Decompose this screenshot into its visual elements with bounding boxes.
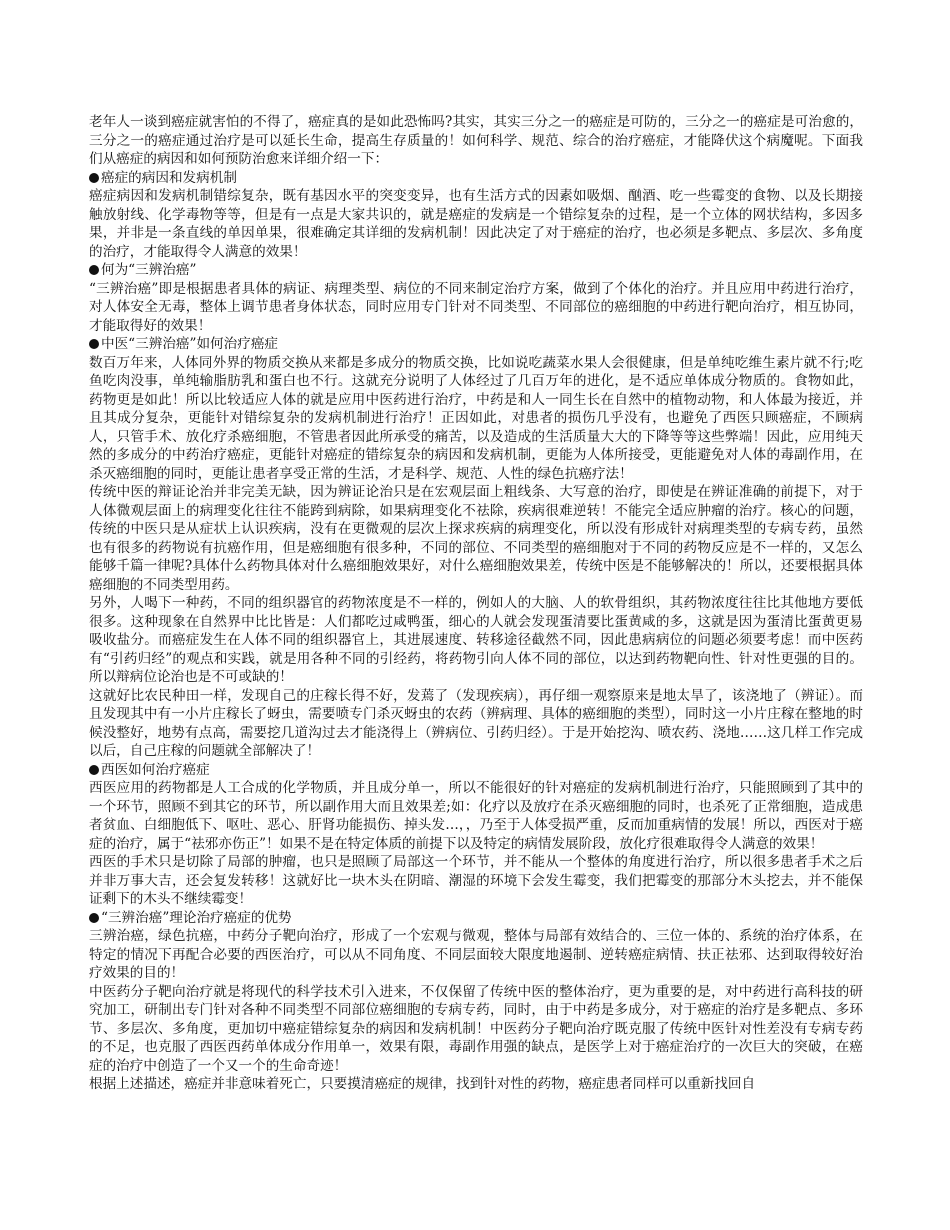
bullet-icon xyxy=(89,339,99,349)
body-paragraph: 根据上述描述，癌症并非意味着死亡，只要摸清癌症的规律，找到针对性的药物，癌症患者同样可以重新找回自 xyxy=(89,1076,756,1092)
section-heading-western-treatment: 西医如何治疗癌症 xyxy=(89,761,863,780)
body-paragraph: 另外，人喝下一种药，不同的组织器官的药物浓度是不一样的，例如人的大脑、人的软骨组织，其药物浓度往往比其他地方要低很多。这种现象在自然界中比比皆是：人们都吃过咸鸭蛋，细心的人就会发现蛋清要比蛋黄咸的多，这就是因为蛋清比蛋黄更易吸收盐分。而癌症发生在人体不同的组织器官上，其进展速度、转移途径截然不同，因此患病病位的问题必须要考虑！而中医药有“引药归经”的观点和实践，就是用各种不同的引经药，将药物引向人体不同的部位，以达到药物靶向性、针对性更强的目的。所以辩病位论治也是不可或缺的！ xyxy=(89,595,863,685)
body-paragraph: 癌症病因和发病机制错综复杂，既有基因水平的突变变异，也有生活方式的因素如吸烟、酗酒、吃一些霉变的食物、以及长期接触放射线、化学毒物等等，但是有一点是大家共识的，就是癌症的发病是一个错综复杂的过程，是一个立体的网状结构，多因多果，并非是一条直线的单因单果，很难确定其详细的发病机制！因此决定了对于癌症的治疗，也必须是多靶点、多层次、多角度的治疗，才能取得令人满意的效果！ xyxy=(89,188,863,260)
bullet-icon xyxy=(89,265,99,275)
bullet-icon xyxy=(89,913,99,923)
body-paragraph: 数百万年来，人体同外界的物质交换从来都是多成分的物质交换，比如说吃蔬菜水果人会很健康，但是单纯吃维生素片就不行;吃鱼吃肉没事，单纯输脂肪乳和蛋白也不行。这就充分说明了人体经过了几百万年的进化，是不适应单体成分物质的。食物如此，药物更是如此！所以比较适应人体的就是应用中医药进行治疗，中药是和人一同生长在自然中的植物动物，和人体最为接近，并且其成分复杂，更能针对错综复杂的发病机制进行治疗！正因如此，对患者的损伤几乎没有，也避免了西医只顾癌症，不顾病人，只管手术、放化疗杀癌细胞，不管患者因此所承受的痛苦，以及造成的生活质量大大的下降等等这些弊端！因此，应用纯天然的多成分的中药治疗癌症，更能针对癌症的错综复杂的病因和发病机制，更能为人体所接受，更能避免对人体的毒副作用，在杀灭癌细胞的同时，更能让患者享受正常的生活，才是科学、规范、人性的绿色抗癌疗法！ xyxy=(89,354,863,482)
section-heading-what-is: 何为“三辨治癌” xyxy=(89,261,863,280)
section-heading-causes: 癌症的病因和发病机制 xyxy=(89,169,863,188)
body-paragraph: 西医的手术只是切除了局部的肿瘤，也只是照顾了局部这一个环节，并不能从一个整体的角度进行治疗，所以很多患者手术之后并非万事大吉，还会复发转移！这就好比一块木头在阴暗、潮湿的环境下会发生霉变，我们把霉变的那部分木头挖去，并不能保证剩下的木头不继续霉变！ xyxy=(89,854,863,907)
intro-paragraph: 老年人一谈到癌症就害怕的不得了，癌症真的是如此恐怖吗?其实，其实三分之一的癌症是可防的，三分之一的癌症是可治愈的，三分之一的癌症通过治疗是可以延长生命，提高生存质量的！如何科学、规范、综合的治疗癌症，才能降伏这个病魔呢。下面我们从癌症的病因和如何预防治愈来详细介绍一下： xyxy=(89,114,863,167)
article-body xyxy=(89,113,863,1094)
bullet-icon xyxy=(89,765,99,775)
bullet-icon xyxy=(89,173,99,183)
section-heading-advantages: “三辨治癌”理论治疗癌症的优势 xyxy=(89,909,863,928)
body-paragraph: 三辨治癌，绿色抗癌，中药分子靶向治疗，形成了一个宏观与微观，整体与局部有效结合的、三位一体的、系统的治疗体系，在特定的情况下再配合必要的西医治疗，可以从不同角度、不同层面较大限度地遏制、逆转癌症病情、扶正祛邪、达到取得较好治疗效果的目的！ xyxy=(89,928,863,981)
section-heading-tcm-treatment: 中医“三辨治癌”如何治疗癌症 xyxy=(89,335,863,354)
body-paragraph: 中医药分子靶向治疗就是将现代的科学技术引入进来，不仅保留了传统中医的整体治疗，更为重要的是，对中药进行高科技的研究加工，研制出专门针对各种不同类型不同部位癌细胞的专病专药，同时，由于中药是多成分，对于癌症的治疗是多靶点、多环节、多层次、多角度，更加切中癌症错综复杂的病因和发病机制！中医药分子靶向治疗既克服了传统中医针对性差没有专病专药的不足，也克服了西医西药单体成分作用单一，效果有限，毒副作用强的缺点，是医学上对于癌症治疗的一次巨大的突破，在癌症的治疗中创造了一个又一个的生命奇迹！ xyxy=(89,983,863,1074)
body-paragraph: 这就好比农民种田一样，发现自己的庄稼长得不好，发蔫了（发现疾病），再仔细一观察原来是地太旱了，该浇地了（辨证）。而且发现其中有一小片庄稼长了蚜虫，需要喷专门杀灭蚜虫的农药（辨病理、具体的癌细胞的类型），同时这一小片庄稼在整地的时候没整好，地势有点高，需要挖几道沟过去才能浇得上（辨病位、引药归经）。于是开始挖沟、喷农药、浇地……这几样工作完成以后，自己庄稼的问题就全部解决了！ xyxy=(89,687,863,759)
body-paragraph: “三辨治癌”即是根据患者具体的病证、病理类型、病位的不同来制定治疗方案，做到了个体化的治疗。并且应用中药进行治疗，对人体安全无毒，整体上调节患者身体状态，同时应用专门针对不同类型、不同部位的癌细胞的中药进行靶向治疗，相互协同，才能取得好的效果！ xyxy=(89,280,863,334)
body-paragraph: 传统中医的辩证论治并非完美无缺，因为辨证论治只是在宏观层面上粗线条、大写意的治疗，即使是在辨证准确的前提下，对于人体微观层面上的病理变化往往不能跨到病除，如果病理变化不祛除，疾病很难逆转！不能完全适应肿瘤的治疗。核心的问题，传统的中医只是从症状上认识疾病，没有在更微观的层次上探求疾病的病理变化，所以没有形成针对病理类型的专病专药，虽然也有很多的药物说有抗癌作用，但是癌细胞有很多种，不同的部位、不同类型的癌细胞对于不同的药物反应是不一样的，又怎么能够千篇一律呢?具体什么药物具体对什么癌细胞效果好，对什么癌细胞效果差，传统中医是不能够解决的！所以，还要根据具体癌细胞的不同类型用药。 xyxy=(89,484,863,593)
body-paragraph: 西医应用的药物都是人工合成的化学物质，并且成分单一，所以不能很好的针对癌症的发病机制进行治疗，只能照顾到了其中的一个环节，照顾不到其它的环节，所以副作用大而且效果差;如：化疗以及放疗在杀灭癌细胞的同时，也杀死了正常细胞，造成患者贫血、白细胞低下、呕吐、恶心、肝肾功能损伤、掉头发…，，乃至于人体受损严重，反而加重病情的发展！所以，西医对于癌症的治疗，属于“祛邪亦伤正”！如果不是在特定体质的前提下以及特定的病情发展阶段，放化疗很难取得令人满意的效果！ xyxy=(89,780,863,852)
